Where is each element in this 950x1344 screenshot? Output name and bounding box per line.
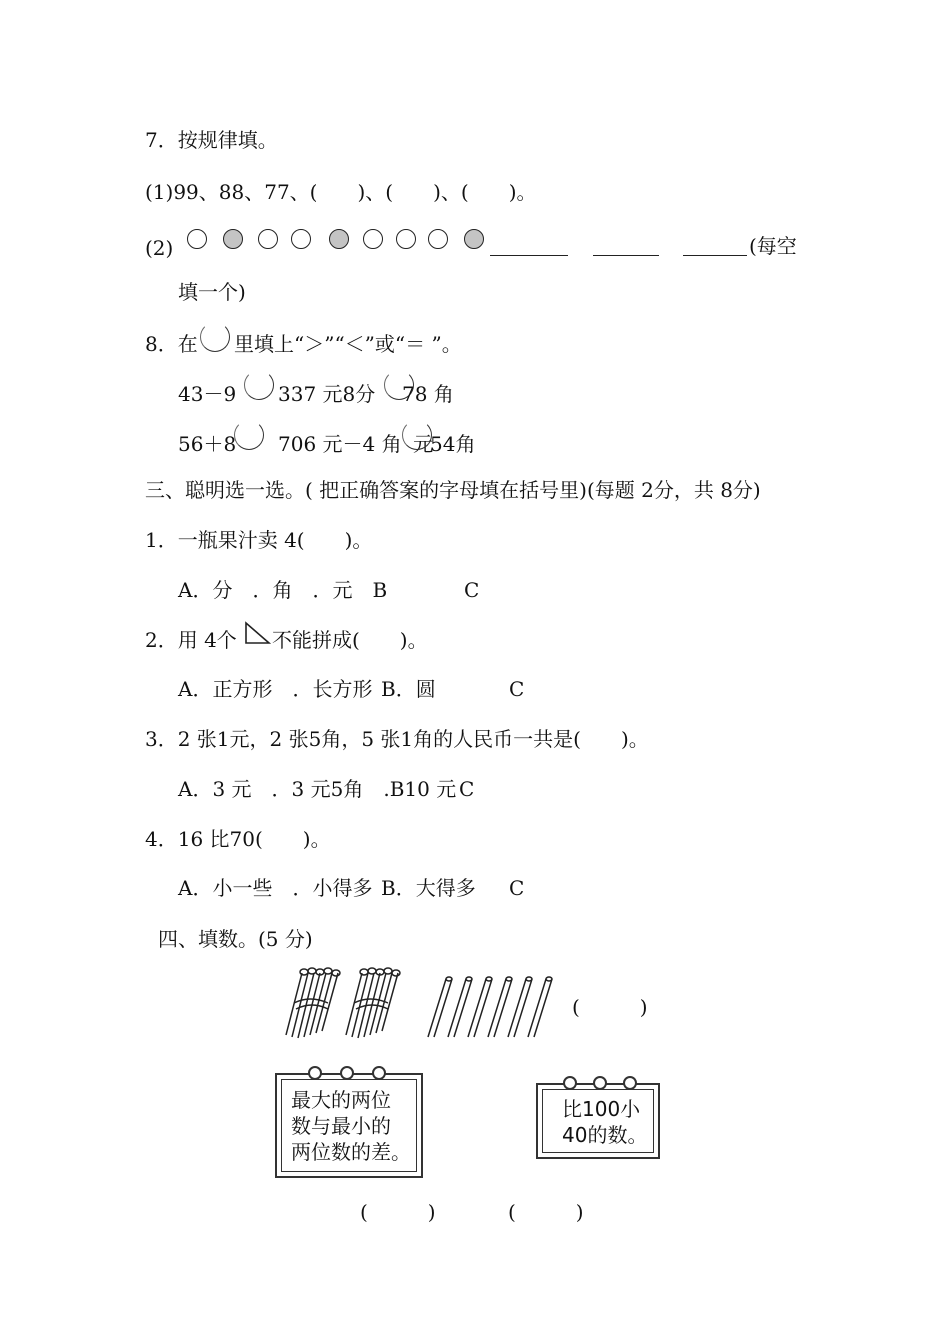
- card2-line-1: 比100小: [562, 1097, 641, 1121]
- section3-title: 三、聪明选一选。( 把正确答案的字母填在括号里)(每题 2分，共 8分): [145, 478, 761, 502]
- card1-answer-paren[interactable]: ( ): [360, 1200, 436, 1224]
- card2-ring-2: [593, 1076, 607, 1090]
- s3-q2-a: 2．用 4个: [145, 628, 237, 652]
- q8-row2-c: 元: [413, 432, 433, 456]
- s3-q4-option-b: B．大得多: [381, 876, 476, 900]
- s3-q1: 1．一瓶果汁卖 4( )。: [145, 528, 373, 552]
- card2-answer-paren[interactable]: ( ): [508, 1200, 584, 1224]
- card1-ring-1: [308, 1066, 322, 1080]
- compare-circle-4[interactable]: [402, 420, 432, 450]
- s3-q4: 4．16 比70( )。: [145, 827, 331, 851]
- s3-q4-options: A．小一些 ．小得多: [178, 876, 373, 900]
- q8-row2-b: 706 元－4 角: [278, 432, 402, 456]
- card1-line-3: 两位数的差。: [291, 1140, 411, 1164]
- q7-part2-label: (2): [145, 236, 174, 260]
- pattern-circle-9: [464, 229, 484, 249]
- stick-bundles-illustration: [280, 965, 570, 1045]
- card1-ring-2: [340, 1066, 354, 1080]
- q7-part1: (1)99、88、77、( )、( )、( )。: [145, 180, 537, 204]
- s3-q3-option-c: C: [459, 777, 475, 801]
- s3-q3-options: A．3 元 ．3 元5角 .B10 元: [178, 777, 457, 801]
- s3-q2-b: 不能拼成( )。: [272, 628, 428, 652]
- s3-q4-option-c: C: [509, 876, 525, 900]
- card1-line-2: 数与最小的: [291, 1114, 391, 1138]
- answer-blank-3[interactable]: [683, 255, 747, 256]
- section4-title: 四、填数。(5 分): [158, 927, 313, 951]
- s3-q2-option-c: C: [509, 677, 525, 701]
- q8-row1-c: 78 角: [402, 382, 454, 406]
- q7-title: 7．按规律填。: [145, 128, 278, 152]
- q8-row2-d: 54角: [430, 432, 476, 456]
- q8-title-b: 里填上“＞”“＜”或“＝ ”。: [234, 332, 462, 356]
- q8-title-a: 8．在: [145, 332, 198, 356]
- answer-blank-1[interactable]: [490, 255, 568, 256]
- compare-circle-3[interactable]: [234, 420, 264, 450]
- s3-q2-option-b: B．圆: [381, 677, 436, 701]
- card-100-minus-40: [536, 1083, 660, 1159]
- s3-q3: 3．2 张1元，2 张5角，5 张1角的人民币一共是( )。: [145, 727, 649, 751]
- card1-ring-3: [372, 1066, 386, 1080]
- pattern-circle-5: [329, 229, 349, 249]
- card2-ring-3: [623, 1076, 637, 1090]
- pattern-circle-6: [363, 229, 383, 249]
- q8-row1-b: 337 元8分: [278, 382, 376, 406]
- card2-ring-1: [563, 1076, 577, 1090]
- right-triangle-icon: [243, 620, 271, 646]
- pattern-circle-8: [428, 229, 448, 249]
- s3-q1-options: A．分 ．角 ．元 B: [178, 578, 388, 602]
- q8-row1-a: 43－9: [178, 382, 237, 406]
- pattern-circle-3: [258, 229, 278, 249]
- bundle-answer-paren[interactable]: ( ): [572, 995, 648, 1019]
- card-largest-smallest-diff: [275, 1073, 423, 1178]
- pattern-circle-7: [396, 229, 416, 249]
- compare-circle-icon: [200, 322, 230, 352]
- pattern-circle-1: [187, 229, 207, 249]
- card1-line-1: 最大的两位: [291, 1088, 391, 1112]
- s3-q2-options: A．正方形 ．长方形: [178, 677, 373, 701]
- pattern-circle-2: [223, 229, 243, 249]
- answer-blank-2[interactable]: [593, 255, 659, 256]
- card2-line-2: 40的数。: [562, 1123, 648, 1147]
- q8-row2-a: 56＋8: [178, 432, 237, 456]
- compare-circle-1[interactable]: [244, 370, 274, 400]
- q7-part2-cont: 填一个): [178, 280, 246, 304]
- q7-part2-tail: (每空: [749, 234, 797, 258]
- s3-q1-option-c: C: [464, 578, 480, 602]
- pattern-circle-4: [291, 229, 311, 249]
